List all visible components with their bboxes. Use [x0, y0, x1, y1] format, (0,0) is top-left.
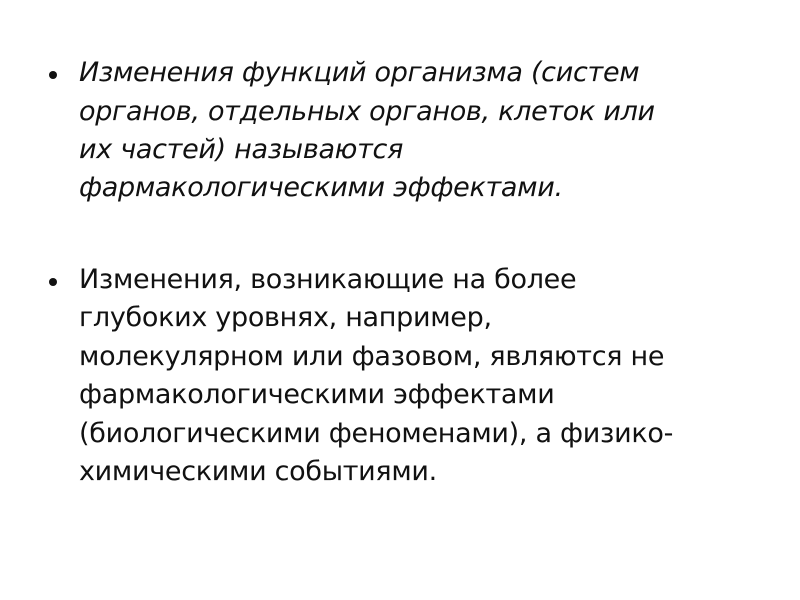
bullet-2-line-3: молекулярном или фазовом, являются не: [79, 341, 665, 372]
bullet-1-line-3: их частей) называются: [79, 134, 404, 165]
bullet-1-line-4: фармакологическими эффектами.: [79, 172, 563, 203]
bullet-dot-icon: [49, 278, 57, 286]
bullet-dot-icon: [49, 71, 57, 79]
bullet-2-line-4: фармакологическими эффектами: [79, 379, 555, 410]
bullet-2-line-1: Изменения, возникающие на более: [79, 264, 577, 295]
bullet-2-line-5: (биологическими феноменами), а физико-: [79, 418, 674, 449]
bullet-1-line-2: органов, отдельных органов, клеток или: [79, 96, 655, 127]
bullet-2-line-6: химическими событиями.: [79, 456, 437, 487]
bullet-2-line-2: глубоких уровнях, например,: [79, 302, 492, 333]
bullet-1-line-1: Изменения функций организма (систем: [79, 57, 640, 88]
